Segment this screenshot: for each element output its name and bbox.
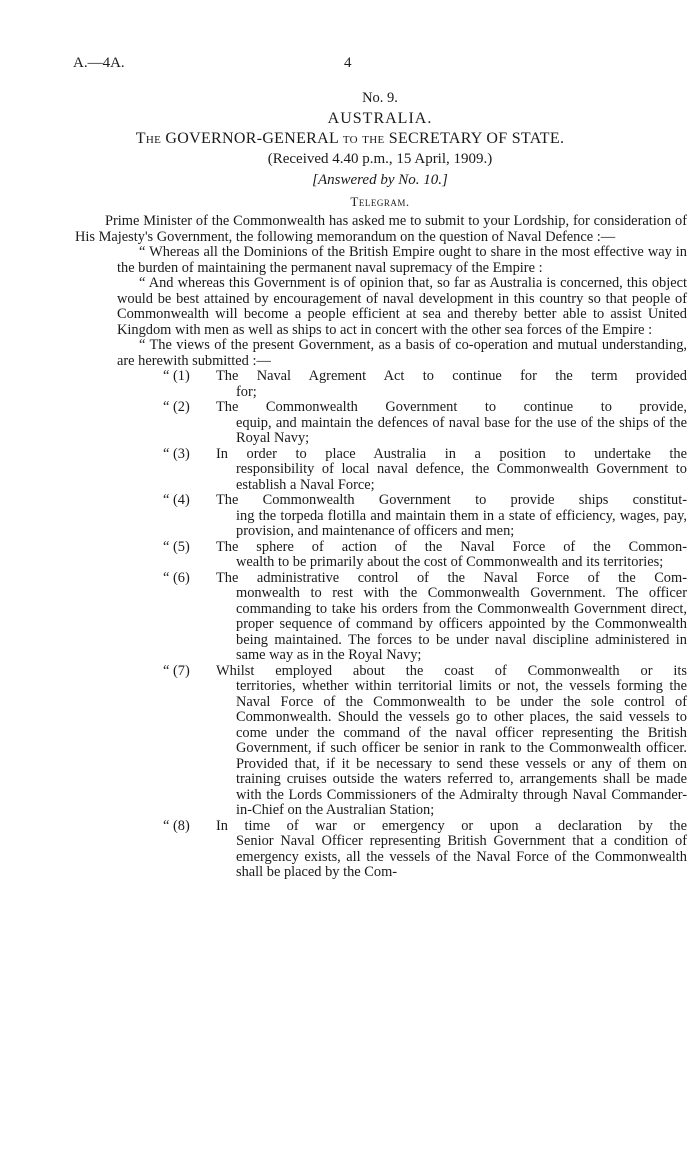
provision-item xyxy=(163,569,687,664)
provision-continuation: wealth to be primarily about the cost of Commonwealth and its territories; xyxy=(236,554,664,570)
intro-paragraph: Prime Minister of the Commonwealth has asked me to submit to your Lordship, for consideration of His Majesty's Government, the following memorandum on the question of Naval Defence :— xyxy=(75,213,687,245)
provision-continuation: responsibility of local naval defence, the Commonwealth Government to establish a Naval Force; xyxy=(236,461,687,493)
country-heading: AUSTRALIA. xyxy=(327,110,433,127)
whereas-paragraph-1: “ Whereas all the Dominions of the British Empire ought to share in the most effective way in the burden of maintaining the permanent naval supremacy of the Empire : xyxy=(117,244,687,276)
provision-first-line: In order to place Australia in a position to undertake the xyxy=(216,445,687,462)
provision-continuation: Senior Naval Officer representing British Government that a condition of emergency exists, all the vessels of the Naval Force of the Commonwealth shall be placed by the Com- xyxy=(236,833,687,880)
provision-text xyxy=(216,540,687,571)
provision-text xyxy=(216,369,687,400)
provision-text xyxy=(216,400,687,447)
telegram-body xyxy=(75,214,687,881)
provision-number: “ (8) xyxy=(163,817,190,834)
provision-first-line: The Commonwealth Government to continue to provide, xyxy=(216,399,687,415)
provision-text xyxy=(216,493,687,540)
provision-first-line: The administrative control of the Naval Force of the Com- xyxy=(216,569,687,586)
to-party: SECRETARY OF STATE. xyxy=(388,130,565,147)
provision-text xyxy=(216,664,687,819)
provisions-list xyxy=(75,369,687,881)
from-to-heading xyxy=(0,130,700,148)
provision-first-line: In time of war or emergency or upon a declaration by the xyxy=(216,817,687,834)
provision-item xyxy=(163,445,687,494)
provision-text xyxy=(216,819,687,881)
provision-first-line: Whilst employed about the coast of Commonwealth or its xyxy=(216,662,687,679)
provision-continuation: equip, and maintain the defences of naval base for the use of the ships of the Royal Navy; xyxy=(236,414,687,446)
page-number: 4 xyxy=(344,55,352,71)
provision-number: “ (1) xyxy=(163,368,190,384)
provision-number: “ (4) xyxy=(163,492,190,508)
provision-continuation: monwealth to rest with the Commonwealth Government. The officer commanding to take his orders from the Commonwealth Government direct, proper sequence of command by officers appointed by the Commonwealth being maintained. The forces to be under naval discipline administered in same way as in the Royal Navy; xyxy=(236,585,687,663)
whereas-paragraph-2: “ And whereas this Government is of opinion that, so far as Australia is concerned, this object would be best attained by encouragement of naval development in this country so that people of Commonwealth will become a people efficient at sea and thereby better able to assist United Kingdom with men as well as ships to act in concert with the other sea forces of the Empire : xyxy=(117,275,687,338)
provision-item xyxy=(163,662,687,819)
telegram-label: Telegram. xyxy=(350,194,410,209)
provision-number: “ (3) xyxy=(163,445,190,462)
answered-line: [Answered by No. 10.] xyxy=(312,172,448,188)
provision-item xyxy=(163,399,687,447)
provision-item xyxy=(163,817,687,881)
telegram-number: No. 9. xyxy=(362,90,398,106)
provision-text xyxy=(216,571,687,664)
provision-item xyxy=(163,492,687,540)
provision-number: “ (5) xyxy=(163,538,190,555)
provision-number: “ (7) xyxy=(163,662,190,679)
provision-continuation: for; xyxy=(236,383,257,400)
provision-continuation: ing the torpeda flotilla and maintain them in a state of efficiency, wages, pay, provision, and maintenance of officers and men; xyxy=(236,507,687,539)
provision-text xyxy=(216,447,687,494)
provision-first-line: The Commonwealth Government to provide ships constitut- xyxy=(216,492,687,508)
provision-first-line: The Naval Agrement Act to continue for the term provided xyxy=(216,368,687,384)
document-reference: A.—4A. xyxy=(73,55,125,71)
provision-number: “ (6) xyxy=(163,569,190,586)
provision-continuation: territories, whether within territorial limits or not, the vessels forming the Naval Force of the Commonwealth to be under the sole control of Commonwealth. Should the vessels go to other places, the said vessels to come under the command of the naval officer representing the British Government, if such officer be senior in rank to the Commonwealth officer. Provided that, if it be necessary to send these vessels or any of them on training cruises outside the waters referred to, arrangements shall be made with the Lords Commissioners of the Admiralty through Naval Commander-in-Chief on the Australian Station; xyxy=(236,678,687,818)
provision-number: “ (2) xyxy=(163,399,190,415)
from-party: GOVERNOR-GENERAL xyxy=(165,130,339,147)
from-the-word: The xyxy=(135,130,162,147)
provision-item xyxy=(163,538,687,571)
provision-first-line: The sphere of action of the Naval Force of the Common- xyxy=(216,538,687,555)
views-paragraph: “ The views of the present Government, as a basis of co-operation and mutual understanding, are herewith submitted :— xyxy=(117,337,687,369)
received-line: (Received 4.40 p.m., 15 April, 1909.) xyxy=(267,151,493,167)
to-the-word: to the xyxy=(342,130,385,147)
provision-item xyxy=(163,368,687,400)
